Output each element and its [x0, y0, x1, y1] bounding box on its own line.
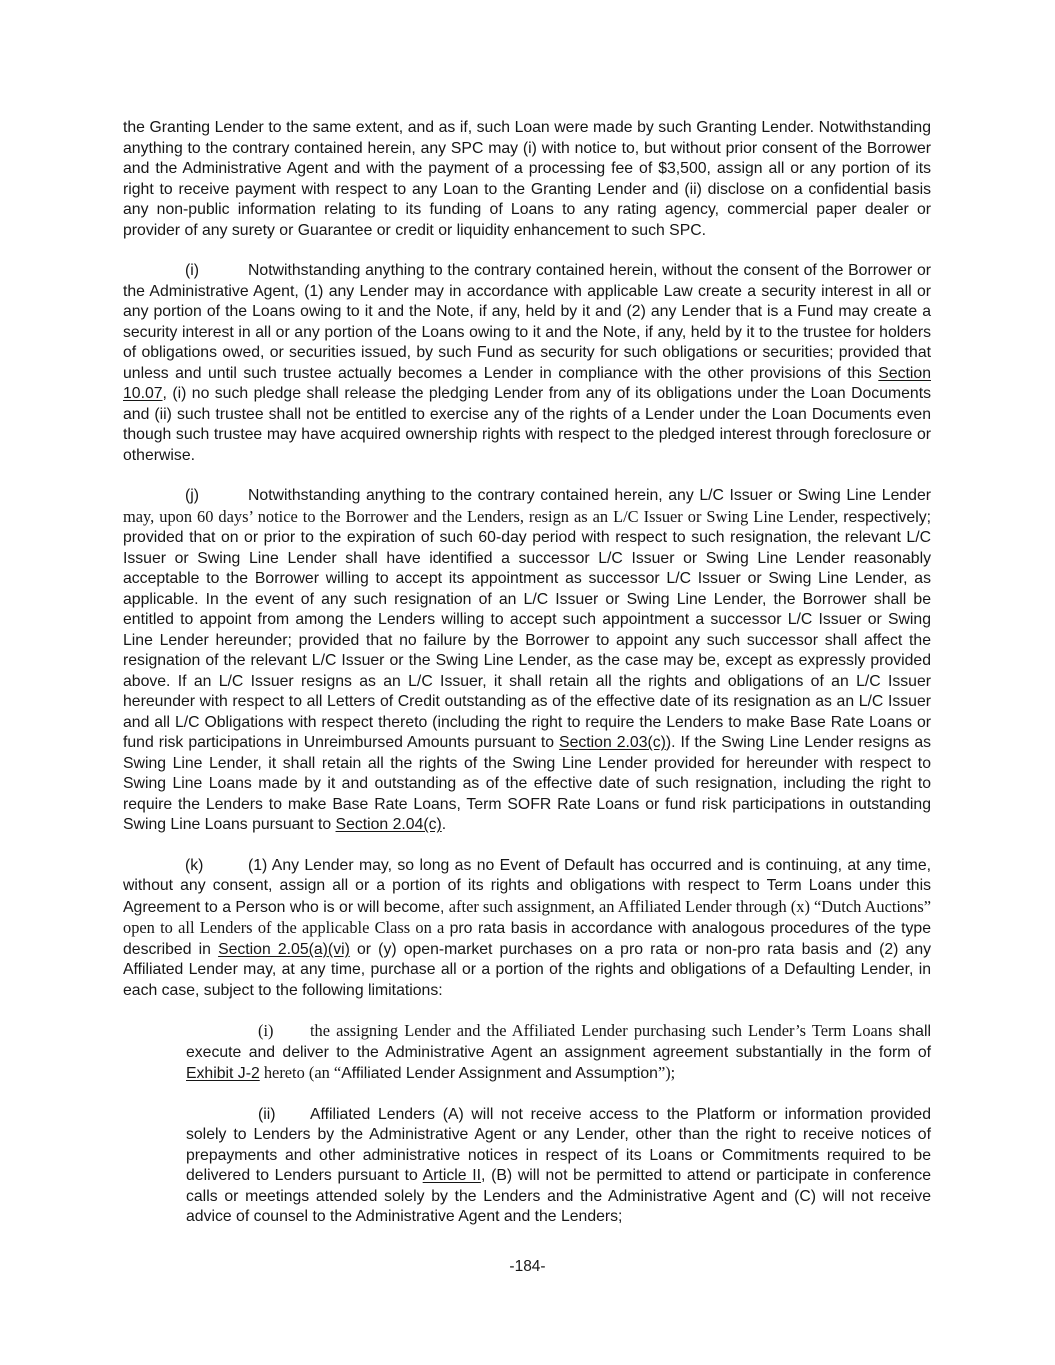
paragraph-subclause-ii: [186, 1105, 931, 1228]
text-run: , (i) no such pledge shall release the pledging Lender from any of its obligations under the Loan Documents and (ii) such trustee shall not be entitled to exercise any of the rights of a Lender under the Loan Documents even though such trustee may have acquired ownership rights with respect to the pledged interest through foreclosure or otherwise.: [123, 385, 931, 464]
text-run: hereto (an “: [259, 1063, 342, 1082]
paragraph-clause-k: [123, 856, 931, 1002]
paragraph-spc-continuation: [123, 118, 931, 241]
paragraph-clause-i: [123, 261, 931, 466]
text-run: the assigning Lender and the Affiliated Lender purchasing such Lender’s Term Loans: [310, 1021, 899, 1040]
text-run: Notwithstanding anything to the contrary contained herein, without the consent of the Borrower or the Administrative Agent, (1) any Lender may in accordance with applicable Law create a security interest in all or any portion of the Loans owing to it and the Note, if any, held by it and (2) any Lender that is a Fund may create a security interest in all or any portion of the Loans owing to it and the Note, if any, held by it to the trustee for holders of obligations owed, or securities issued, by such Fund as security for such obligations or securities; provided that unless and until such trustee actually becomes a Lender in compliance with the other provisions of this: [123, 262, 931, 382]
section-reference: Section 10.07: [123, 364, 931, 402]
text-run: .: [441, 816, 447, 833]
text-run: ). If the Swing Line Lender resigns as Swing Line Lender, it shall retain all the rights of the Swing Line Lender provided for hereunder with respect to Swing Line Loans made by it and outstanding as of the effective date of such resignation, including the right to require the Lenders to make Base Rate Loans, Term SOFR Rate Loans or fund risk participations in outstanding Swing Line Loans pursuant to: [123, 734, 932, 833]
text-run: , (B) will not be permitted to attend or participate in conference calls or meetings attended solely by the Lenders and the Administrative Agent and (C) will not receive advice of counsel to the Administrative Agent and the Lenders;: [186, 1167, 931, 1225]
text-run: (1) Any Lender may, so long as no Event of Default has occurred and is continuing, at any time, without any consent, assign all or a portion of its rights and obligations with respect to Term Loans under this Agreement to a Person who is or will become,: [123, 856, 931, 916]
text-run: Affiliated Lender Assignment and Assumption: [341, 1065, 658, 1082]
page-number: -184-: [509, 1258, 546, 1275]
text-run: respectively; provided that on or prior to the expiration of such 60-day period with respect to such resignation, the relevant L/C Issuer or Swing Line Lender shall have identified a successor L/C Issuer or Swing Line Lender reasonably acceptable to the Borrower willing to accept its appointment as successor L/C Issuer or Swing Line Lender, as applicable. In the event of any such resignation of an L/C Issuer or Swing Line Lender, the Borrower shall be entitled to appoint from among the Lenders willing to accept such appointment a successor L/C Issuer or Swing Line Lender hereunder; provided that no failure by the Borrower to appoint any such successor shall affect the resignation of the relevant L/C Issuer or the Swing Line Lender, as the case may be, except as expressly provided above. If an L/C Issuer resigns as an L/C Issuer, it shall retain all the rights and obligations of an L/C Issuer hereunder with respect to all Letters of Credit outstanding as of the effective date of its resignation as an L/C Issuer and all L/C Obligations with respect thereto (including the right to require the Lenders to make Base Rate Loans or fund risk participations in Unreimbursed Amounts pursuant to: [123, 508, 931, 751]
paragraph-label: (j): [185, 487, 200, 504]
text-run: Affiliated Lenders (A) will not receive access to the Platform or information provided solely to Lenders by the Administrative Agent or any Lender, other than the right to receive notices of prepayments and other administrative notices in respect of its Loans or Commitments required to be delivered to Lenders pursuant to: [186, 1105, 931, 1184]
paragraph-label: (i): [185, 262, 200, 279]
text-run: ”);: [657, 1063, 676, 1082]
section-reference: Section 2.05(a)(vi): [218, 940, 350, 958]
text-run: the Granting Lender to the same extent, and as if, such Loan were made by such Granting Lender. Notwithstanding anything to the contrary contained herein, any SPC may (i) with notice to, but without prior consent of the Borrower and the Administrative Agent and with the payment of a processing fee of $3,500, assign all or any portion of its right to receive payment with respect to any Loan to the Granting Lender and (ii) disclose on a confidential basis any non-public information relating to its funding of Loans to any rating agency, commercial paper dealer or provider of any surety or Guarantee or credit or liquidity enhancement to such SPC.: [123, 119, 931, 239]
text-run: or (y) open-market purchases on a pro rata or non-pro rata basis and (2) any Affiliated Lender may, at any time, purchase all or a portion of the rights and obligations of a Defaulting Lender, in each case, subject to the following limitations:: [123, 940, 932, 999]
text-run: Notwithstanding anything to the contrary contained herein, any L/C Issuer or Swing Line Lender: [248, 487, 931, 504]
page-body: [123, 118, 931, 1248]
text-run: shall execute and deliver to the Administrative Agent an assignment agreement substantially in the form of: [186, 1023, 931, 1061]
section-reference: Article II: [422, 1167, 482, 1184]
section-reference: Section 2.04(c): [335, 816, 442, 833]
text-run: pro rata basis in accordance with analogous procedures of the type described in: [123, 920, 931, 958]
section-reference: Section 2.03(c): [559, 734, 666, 751]
paragraph-label: (i): [258, 1021, 274, 1040]
text-run: after such assignment, an Affiliated Lender through (x) “Dutch Auctions” open to all Lenders of the applicable Class on a: [123, 896, 931, 937]
paragraph-subclause-i: [186, 1021, 931, 1085]
paragraph-clause-j: [123, 486, 931, 836]
section-reference: Exhibit J-2: [186, 1065, 260, 1082]
paragraph-label: (ii): [258, 1105, 276, 1123]
text-run: may, upon 60 days’ notice to the Borrower and the Lenders, resign as an L/C Issuer or Swing Line Lender,: [123, 506, 844, 526]
paragraph-label: (k): [185, 856, 204, 874]
